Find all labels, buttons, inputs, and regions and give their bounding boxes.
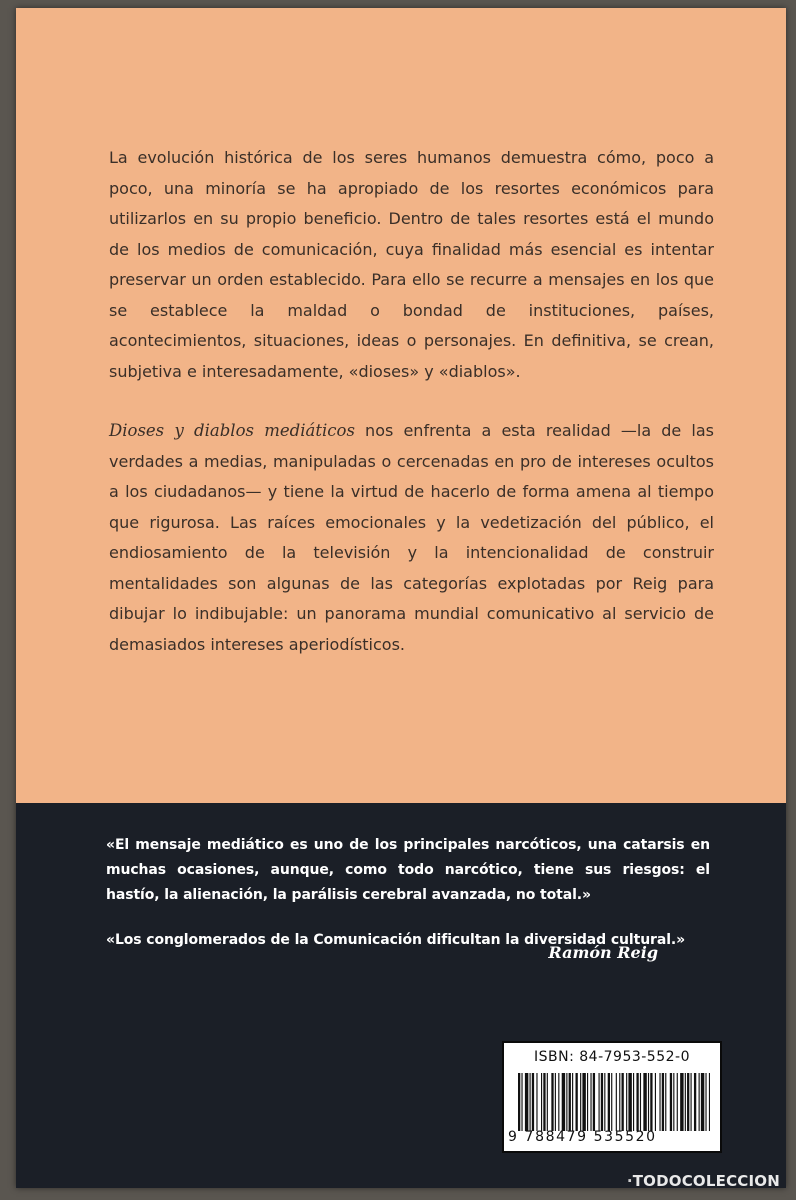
barcode-bar	[701, 1073, 704, 1131]
barcode-digits: 9 788479 535520	[508, 1129, 657, 1145]
watermark-dot: ·	[626, 1172, 633, 1188]
barcode-bar	[601, 1073, 603, 1131]
blurb-paragraph-2-body: nos enfrenta a esta realidad —la de las verdades a medias, manipuladas o cercenadas en pro de intereses ocultos a los ciudadanos— y tiene la virtud de hacerlo de forma amena al tiempo que rigurosa. Las raíces emocionales y la vedetización del público, el endiosamiento de la televisión y la intencionalidad de construir mentalidades son algunas de las categorías explotadas por Reig para dibujar lo indibujable: un panorama mundial comunicativo al servicio de demasiados intereses aperiodísticos.	[109, 421, 714, 654]
barcode-bar	[670, 1073, 672, 1131]
barcode-bar	[633, 1073, 634, 1131]
barcode-bar	[694, 1073, 696, 1131]
barcode-bar	[691, 1073, 692, 1131]
barcode-bar	[687, 1073, 689, 1131]
barcode-bar	[530, 1073, 531, 1131]
barcode-bar	[709, 1073, 710, 1131]
barcode-bar	[587, 1073, 588, 1131]
quote-1: «El mensaje mediático es uno de los principales narcóticos, una catarsis en muchas ocasiones, aunque, como todo narcótico, tiene sus riesgos: el hastío, la alienación, la parálisis cerebral avanzada, no total.»	[106, 837, 710, 903]
barcode-bar	[580, 1073, 581, 1131]
barcode-bar	[562, 1073, 565, 1131]
barcode-bar	[659, 1073, 660, 1131]
barcode-bar	[655, 1073, 656, 1131]
barcode-bar	[677, 1073, 678, 1131]
barcode-bar	[543, 1073, 545, 1131]
barcode-bar	[521, 1073, 522, 1131]
barcode-bar	[590, 1073, 591, 1131]
barcode-bar	[599, 1073, 600, 1131]
barcode-bar	[680, 1073, 683, 1131]
barcode-bar	[608, 1073, 610, 1131]
barcode-bar	[626, 1073, 627, 1131]
barcode-bar	[558, 1073, 559, 1131]
barcode-bar	[555, 1073, 556, 1131]
barcode-bar	[604, 1073, 605, 1131]
barcode-bar	[650, 1073, 652, 1131]
barcode-bar	[640, 1073, 641, 1131]
quote-2: «Los conglomerados de la Comunicación dificultan la diversidad cultural.»	[106, 932, 686, 948]
barcode-bar	[665, 1073, 666, 1131]
barcode-bar	[699, 1073, 700, 1131]
barcode-bar	[705, 1073, 706, 1131]
barcode-bar	[582, 1073, 585, 1131]
barcode-bar	[662, 1073, 664, 1131]
isbn-barcode-label	[502, 1041, 722, 1153]
barcode-bar	[593, 1073, 595, 1131]
barcode-bar	[622, 1073, 624, 1131]
watermark-text: TODOCOLECCION	[632, 1172, 780, 1188]
blurb-text	[109, 143, 714, 660]
barcode-bar	[536, 1073, 537, 1131]
barcode-bar	[532, 1073, 534, 1131]
blurb-paragraph-2	[109, 416, 714, 660]
barcode-bar	[525, 1073, 528, 1131]
isbn-number: ISBN: 84-7953-552-0	[534, 1049, 690, 1065]
quote-author: Ramón Reig	[548, 943, 658, 962]
barcode-bar	[611, 1073, 612, 1131]
barcode-bar	[685, 1073, 686, 1131]
barcode-bar	[572, 1073, 573, 1131]
barcode-bar	[547, 1073, 548, 1131]
barcode-bar	[576, 1073, 578, 1131]
barcode-bar	[566, 1073, 567, 1131]
blurb-paragraph-1: La evolución histórica de los seres humanos demuestra cómo, poco a poco, una minoría se ha apropiado de los resortes económicos para utilizarlos en su propio beneficio. Dentro de tales resortes está el mundo de los medios de comunicación, cuya finalidad más esencial es intentar preservar un orden establecido. Para ello se recurre a mensajes en los que se establece la maldad o bondad de instituciones, países, acontecimientos, situaciones, ideas o personajes. En definitiva, se crean, subjetiva e interesadamente, «dioses» y «diablos».	[109, 148, 714, 381]
quotes-panel	[16, 803, 786, 1188]
barcode-bar	[551, 1073, 553, 1131]
barcode-bar	[619, 1073, 620, 1131]
barcode-bar	[673, 1073, 674, 1131]
quotes-block	[106, 833, 710, 953]
barcode-bar	[648, 1073, 649, 1131]
barcode-bar	[569, 1073, 571, 1131]
barcode-bar	[628, 1073, 631, 1131]
barcode-bar	[518, 1073, 520, 1131]
watermark	[627, 1172, 780, 1188]
barcode-bar	[643, 1073, 646, 1131]
barcode-icon	[518, 1073, 710, 1131]
barcode-bar	[636, 1073, 638, 1131]
book-back-cover	[16, 8, 786, 1188]
barcode-bar	[541, 1073, 542, 1131]
barcode-bar	[616, 1073, 617, 1131]
book-title-italic: Dioses y diablos mediáticos	[109, 421, 355, 440]
